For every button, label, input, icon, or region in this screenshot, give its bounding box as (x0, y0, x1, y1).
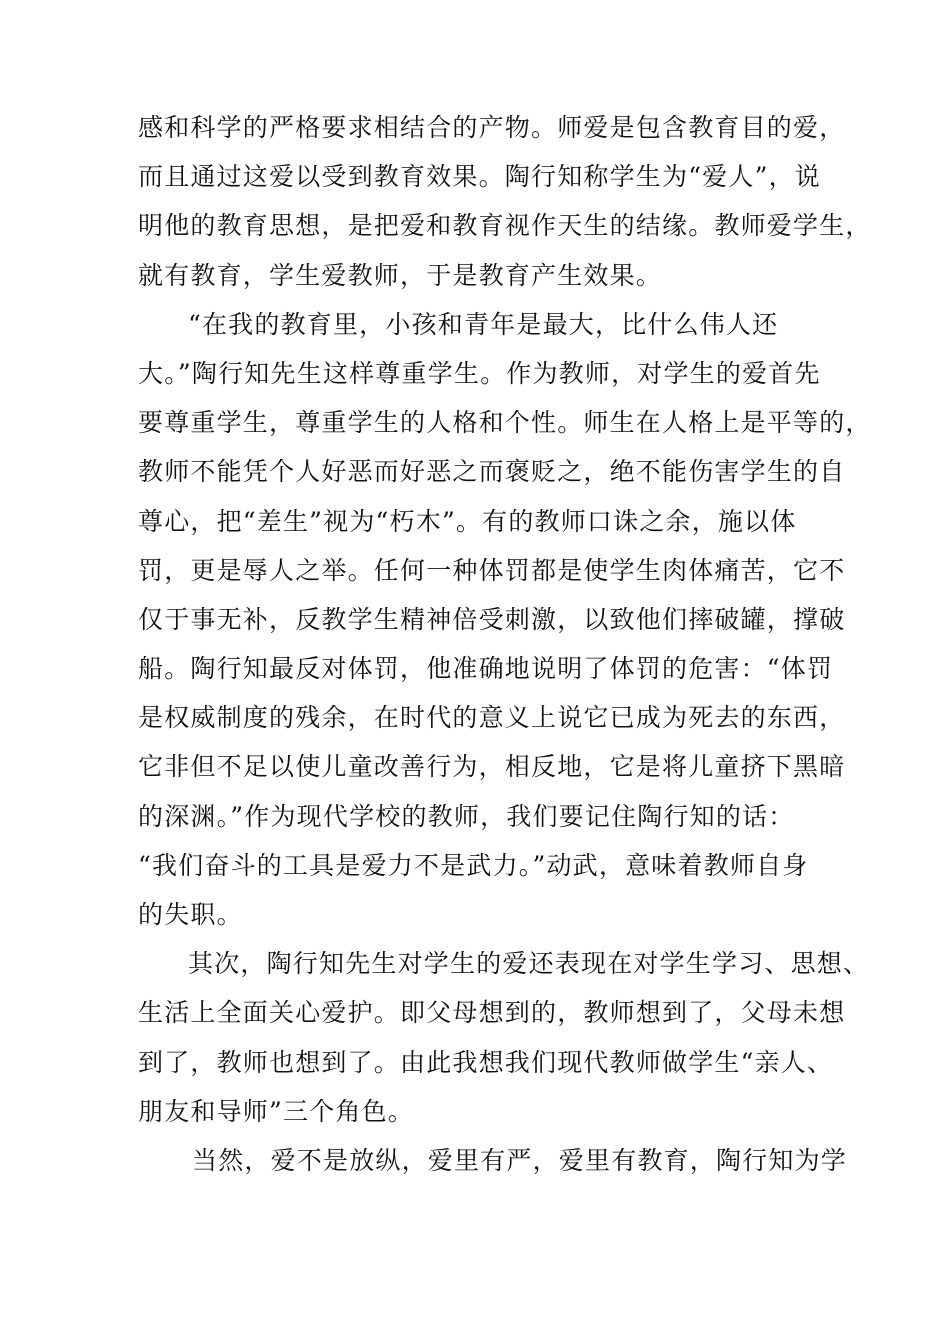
text-line: 而且通过这爱以受到教育效果。陶行知称学生为“爱人”，说 (138, 162, 821, 192)
text-line: 它非但不足以使儿童改善行为，相反地，它是将儿童挤下黑暗 (138, 752, 846, 782)
text-line: “我们奋斗的工具是爱力不是武力。”动武，意味着教师自身 (138, 850, 809, 880)
text-line: 船。陶行知最反对体罚，他准确地说明了体罚的危害：“体罚 (138, 654, 834, 684)
text-line: 到了，教师也想到了。由此我想我们现代教师做学生“亲人、 (138, 1047, 834, 1077)
text-line: 感和科学的严格要求相结合的产物。师爱是包含教育目的爱， (138, 113, 846, 142)
text-line: “在我的教育里，小孩和青年是最大，比什么伟人还 (188, 309, 779, 339)
body-text (138, 103, 872, 1185)
text-line: 的深渊。”作为现代学校的教师，我们要记住陶行知的话： (138, 801, 795, 831)
text-line: 的失职。 (138, 900, 243, 929)
text-line: 要尊重学生，尊重学生的人格和个性。师生在人格上是平等的， (138, 408, 872, 438)
text-line: 当然，爱不是放纵，爱里有严，爱里有教育，陶行知为学 (192, 1145, 848, 1175)
text-line: 尊心，把“差生”视为“朽木”。有的教师口诛之余，施以体 (138, 506, 797, 536)
text-line: 朋友和导师”三个角色。 (138, 1096, 414, 1126)
text-line: 大。”陶行知先生这样尊重学生。作为教师，对学生的爱首先 (138, 358, 821, 388)
text-line: 仅于事无补，反教学生精神倍受刺激，以致他们摔破罐，撑破 (138, 604, 846, 634)
text-line: 就有教育，学生爱教师，于是教育产生效果。 (138, 260, 663, 290)
text-line: 生活上全面关心爱护。即父母想到的，教师想到了，父母未想 (138, 998, 846, 1028)
text-line: 罚，更是辱人之举。任何一种体罚都是使学生肉体痛苦，它不 (138, 555, 846, 585)
text-line: 其次，陶行知先生对学生的爱还表现在对学生学习、思想、 (188, 949, 870, 979)
text-line: 明他的教育思想，是把爱和教育视作天生的结缘。教师爱学生， (138, 211, 872, 241)
text-line: 是权威制度的残余，在时代的意义上说它已成为死去的东西， (138, 703, 846, 733)
text-line: 教师不能凭个人好恶而好恶之而褒贬之，绝不能伤害学生的自 (138, 457, 846, 487)
